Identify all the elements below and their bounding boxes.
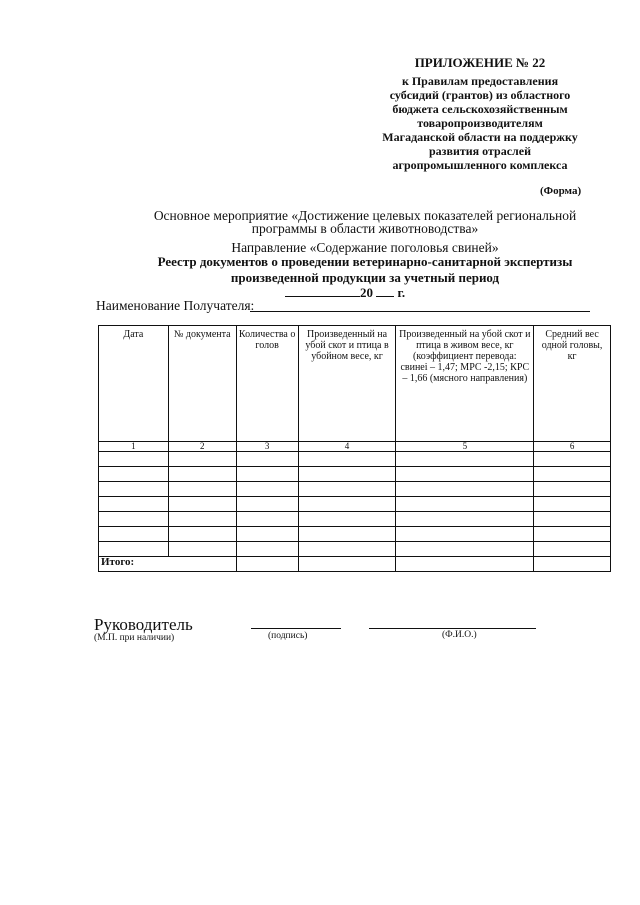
full-name-caption: (Ф.И.О.) [442,630,477,640]
appendix-line: бюджета сельскохозяйственным [392,102,568,116]
lead-line-2: программы в области животноводства» [251,221,479,236]
signature-field[interactable] [251,628,341,629]
total-label: Итого: [99,557,237,572]
cell[interactable] [168,512,236,527]
cell[interactable] [236,452,298,467]
lead-line-3: Направление «Содержание поголовья свиней» [231,240,499,255]
lead-line-1: Основное мероприятие «Достижение целевых показателей региональной [153,208,577,223]
table-row [99,512,611,527]
cell[interactable] [168,452,236,467]
table-row [99,452,611,467]
col-header: Дата [99,326,169,442]
table-header-row [99,326,611,442]
appendix-block [350,56,610,172]
col-header: Средний вес одной головы, кг [534,326,611,442]
cell[interactable] [534,497,611,512]
cell[interactable] [236,542,298,557]
cell[interactable] [298,467,396,482]
year-blank[interactable] [376,296,394,297]
recipient-field[interactable] [250,311,590,312]
cell[interactable] [298,527,396,542]
stamp-note: (М.П. при наличии) [94,633,175,643]
recipient-label: Наименование Получателя: [96,298,255,313]
period-blank[interactable] [285,296,360,297]
col-header: № документа [168,326,236,442]
column-number-row [99,442,611,452]
form-label: (Форма) [540,185,582,197]
cell[interactable] [396,512,534,527]
cell[interactable] [168,482,236,497]
cell[interactable] [99,467,169,482]
cell[interactable] [534,452,611,467]
cell[interactable] [298,557,396,572]
column-number: 3 [236,442,298,452]
cell[interactable] [298,497,396,512]
appendix-line: развития отраслей [428,144,532,158]
cell[interactable] [236,467,298,482]
cell[interactable] [236,512,298,527]
column-number: 1 [99,442,169,452]
cell[interactable] [99,527,169,542]
appendix-line: субсидий (грантов) из областного [389,88,571,102]
full-name-field[interactable] [369,628,536,629]
column-number: 2 [168,442,236,452]
table-row [99,482,611,497]
registry-line-2: произведенной продукции за учетный период [230,270,500,285]
table-row [99,467,611,482]
cell[interactable] [396,452,534,467]
cell[interactable] [534,467,611,482]
cell[interactable] [534,482,611,497]
appendix-line: товаропроизводителям [417,116,543,130]
cell[interactable] [396,497,534,512]
table-row [99,497,611,512]
col-header: Произведенный на убой скот и птица в живом весе, кг (коэффициент перевода: свинei – 1,47; МРС -2,15; КРС – 1,66 (мясного направления) [396,326,534,442]
period-year [285,285,405,301]
table-row [99,527,611,542]
cell[interactable] [236,482,298,497]
col-header: Количества о голов [236,326,298,442]
registry-line-1: Реестр документов о проведении ветеринарно-санитарной экспертизы [157,254,573,269]
cell[interactable] [236,497,298,512]
appendix-title: ПРИЛОЖЕНИЕ № 22 [414,55,546,70]
cell[interactable] [168,542,236,557]
column-number: 4 [298,442,396,452]
registry-title [100,254,630,286]
cell[interactable] [99,452,169,467]
cell[interactable] [396,467,534,482]
cell[interactable] [534,512,611,527]
cell[interactable] [236,557,298,572]
total-row [99,557,611,572]
cell[interactable] [168,527,236,542]
signature-caption: (подпись) [268,631,308,641]
cell[interactable] [534,557,611,572]
col-header: Произведенный на убой скот и птица в убойном весе, кг [298,326,396,442]
cell[interactable] [396,527,534,542]
cell[interactable] [396,482,534,497]
cell[interactable] [534,527,611,542]
cell[interactable] [168,467,236,482]
table-row [99,542,611,557]
cell[interactable] [168,497,236,512]
cell[interactable] [298,482,396,497]
cell[interactable] [236,527,298,542]
cell[interactable] [298,452,396,467]
cell[interactable] [298,542,396,557]
column-number: 5 [396,442,534,452]
column-number: 6 [534,442,611,452]
cell[interactable] [396,557,534,572]
appendix-line: Магаданской области на поддержку [382,130,578,144]
appendix-line: к Правилам предоставления [401,74,559,88]
cell[interactable] [99,497,169,512]
registry-table [98,325,611,572]
cell[interactable] [99,542,169,557]
cell[interactable] [99,482,169,497]
cell[interactable] [298,512,396,527]
cell[interactable] [534,542,611,557]
cell[interactable] [99,512,169,527]
head-label: Руководитель [94,615,193,634]
year-suffix: г. [397,285,406,300]
year-prefix: 20 [360,285,373,300]
cell[interactable] [396,542,534,557]
appendix-line: агропромышленного комплекса [392,158,568,172]
